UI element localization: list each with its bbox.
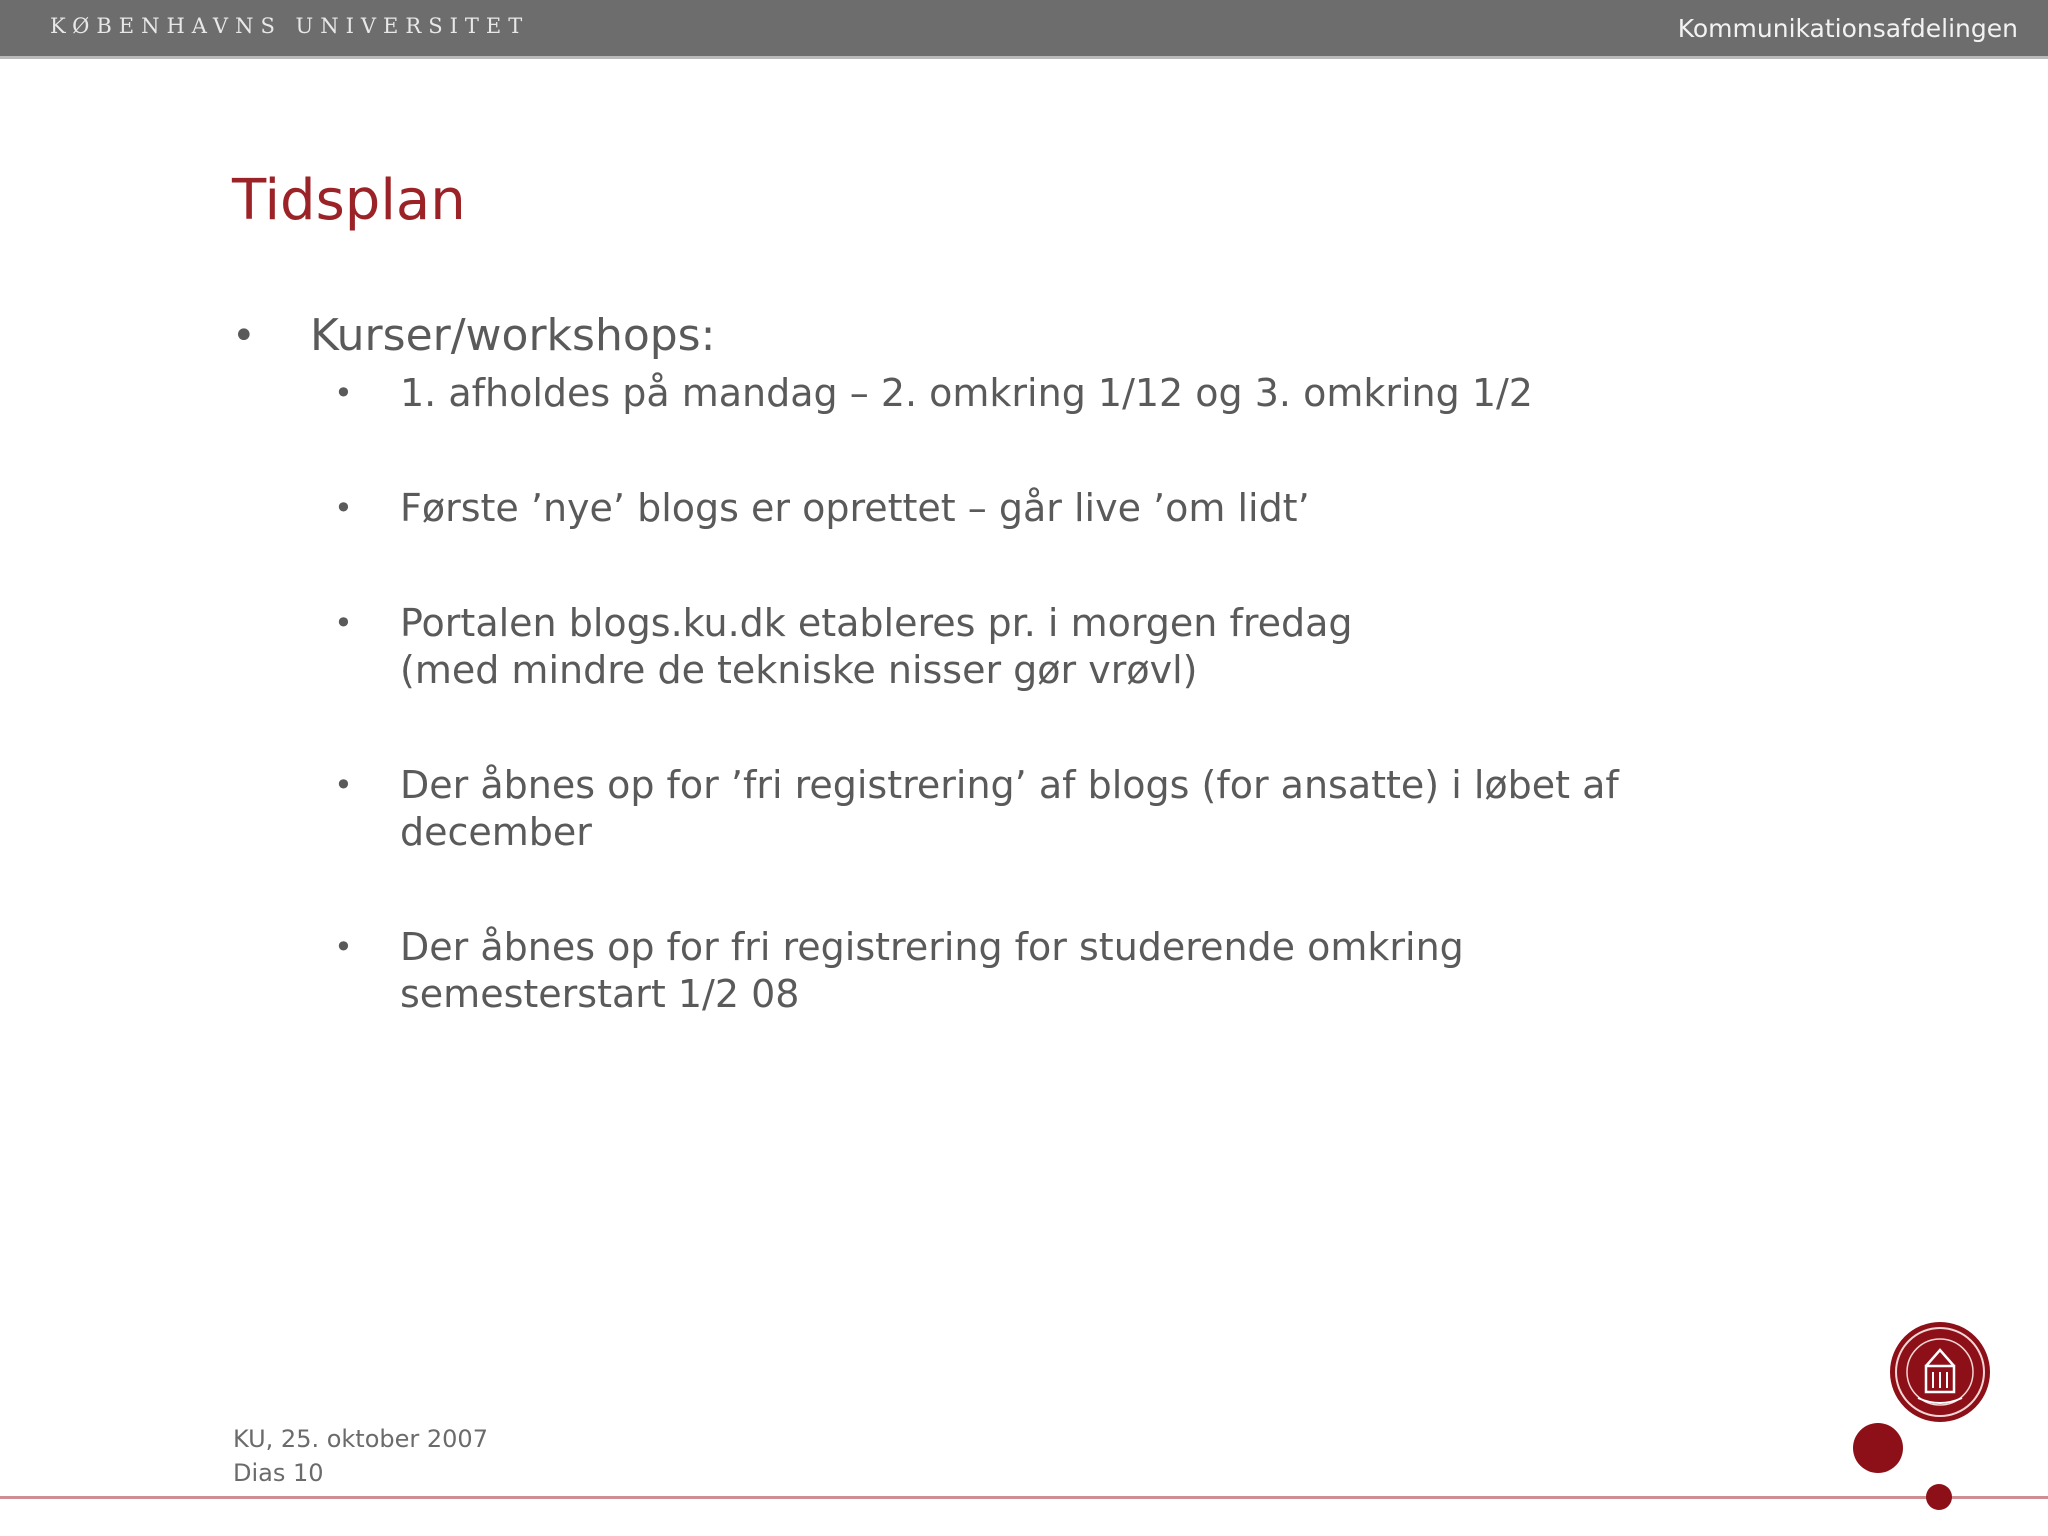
footer-slide-number: Dias 10 (233, 1459, 324, 1487)
slide-content (232, 308, 1792, 1018)
bullet-label: Kurser/workshops: (310, 310, 716, 361)
sub-bullet-dot: • (334, 604, 353, 642)
slide-footer (233, 1422, 488, 1490)
sub-bullet-dot: • (334, 489, 353, 527)
sub-bullet-item (232, 485, 1792, 532)
sub-bullet-item (232, 762, 1792, 856)
header-bar (0, 0, 2048, 59)
sub-bullet-dot: • (334, 766, 353, 804)
decorative-dot-large (1853, 1423, 1903, 1473)
sub-bullet-item (232, 600, 1792, 694)
sub-bullet-dot: • (334, 374, 353, 412)
footer-divider (0, 1496, 2048, 1499)
university-name: KØBENHAVNS UNIVERSITET (50, 14, 530, 38)
decorative-dot-small (1926, 1484, 1952, 1510)
bullet-dot: • (232, 313, 256, 359)
sub-bullet-text: Portalen blogs.ku.dk etableres pr. i morgen fredag (med mindre de tekniske nisser gør vrøvl) (400, 601, 1353, 692)
footer-date: KU, 25. oktober 2007 (233, 1425, 488, 1453)
slide-title: Tidsplan (232, 168, 466, 233)
sub-bullet-text: 1. afholdes på mandag – 2. omkring 1/12 og 3. omkring 1/2 (400, 371, 1533, 415)
university-seal-icon (1888, 1320, 1992, 1424)
sub-bullet-list (232, 370, 1792, 1018)
sub-bullet-text: Der åbnes op for ’fri registrering’ af blogs (for ansatte) i løbet af december (400, 763, 1619, 854)
department-name: Kommunikationsafdelingen (1677, 14, 2018, 43)
sub-bullet-text: Der åbnes op for fri registrering for studerende omkring semesterstart 1/2 08 (400, 925, 1464, 1016)
bullet-kurser (232, 308, 1792, 364)
sub-bullet-item (232, 924, 1792, 1018)
sub-bullet-text: Første ’nye’ blogs er oprettet – går live ’om lidt’ (400, 486, 1310, 530)
sub-bullet-dot: • (334, 928, 353, 966)
sub-bullet-item (232, 370, 1792, 417)
